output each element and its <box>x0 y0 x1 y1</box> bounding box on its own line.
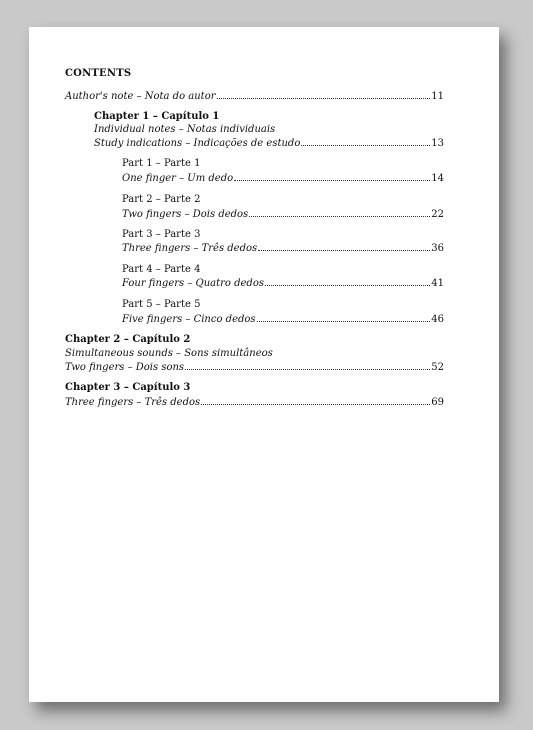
chapter3-title: Chapter 3 – Capítulo 3 <box>65 382 191 393</box>
dot-leader <box>185 361 430 370</box>
dot-leader <box>249 208 430 217</box>
page-number: 52 <box>431 362 444 373</box>
chapter2-subtitle: Simultaneous sounds – Sons simultâneos <box>65 348 273 359</box>
part5-title: Part 5 – Parte 5 <box>122 299 201 310</box>
page-number: 11 <box>431 91 444 102</box>
entry-text: Two fingers – Dois dedos <box>122 209 249 220</box>
toc-entry-authors-note <box>65 90 444 103</box>
page-number: 36 <box>431 243 444 254</box>
entry-text: Two fingers – Dois sons <box>65 362 185 373</box>
dot-leader <box>217 90 431 99</box>
toc-entry-part1 <box>122 172 444 185</box>
dot-leader <box>258 242 430 251</box>
contents-heading: CONTENTS <box>65 68 132 79</box>
toc-entry-chapter3 <box>65 396 444 409</box>
toc-entry-study-indications <box>94 137 444 150</box>
toc-entry-part3 <box>122 242 444 255</box>
page-number: 13 <box>431 138 444 149</box>
part3-title: Part 3 – Parte 3 <box>122 229 201 240</box>
page-number: 14 <box>431 173 444 184</box>
dot-leader <box>257 313 431 322</box>
chapter1-subtitle: Individual notes – Notas individuais <box>94 124 276 135</box>
part2-title: Part 2 – Parte 2 <box>122 194 201 205</box>
toc-entry-chapter2 <box>65 361 444 374</box>
dot-leader <box>234 172 430 181</box>
entry-text: Three fingers – Três dedos <box>65 397 201 408</box>
entry-text: Three fingers – Três dedos <box>122 243 258 254</box>
page-number: 46 <box>431 314 444 325</box>
dot-leader <box>301 137 430 146</box>
chapter2-title: Chapter 2 – Capítulo 2 <box>65 334 191 345</box>
entry-text: Author's note – Nota do autor <box>65 91 216 102</box>
entry-text: Study indications – Indicações de estudo <box>94 138 301 149</box>
document-page <box>29 27 499 702</box>
chapter1-title: Chapter 1 – Capítulo 1 <box>94 111 220 122</box>
part1-title: Part 1 – Parte 1 <box>122 158 201 169</box>
page-number: 22 <box>431 209 444 220</box>
page-number: 41 <box>431 278 444 289</box>
entry-text: Five fingers – Cinco dedos <box>122 314 256 325</box>
dot-leader <box>265 277 430 286</box>
page-number: 69 <box>431 397 444 408</box>
toc-entry-part5 <box>122 313 444 326</box>
entry-text: Four fingers – Quatro dedos <box>122 278 264 289</box>
entry-text: One finger – Um dedo <box>122 173 234 184</box>
toc-entry-part4 <box>122 277 444 290</box>
dot-leader <box>201 396 430 405</box>
part4-title: Part 4 – Parte 4 <box>122 264 201 275</box>
toc-entry-part2 <box>122 208 444 221</box>
